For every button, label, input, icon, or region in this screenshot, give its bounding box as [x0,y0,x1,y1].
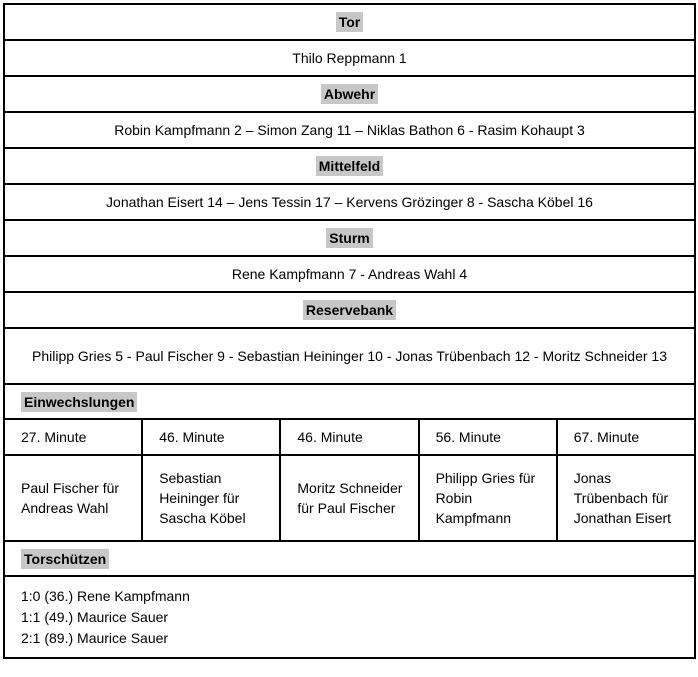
substitution-detail: Sebastian Heininger für Sascha Köbel [142,455,280,541]
sturm-heading-row [4,220,695,256]
goal-line: 1:1 (49.) Maurice Sauer [21,608,169,625]
substitution-detail: Moritz Schneider für Paul Fischer [280,455,418,541]
tor-heading-row [4,4,695,40]
substitution-detail: Philipp Gries für Robin Kampfmann [419,455,557,541]
mittelfeld-players: Jonathan Eisert 14 – Jens Tessin 17 – Kervens Grözinger 8 - Sascha Köbel 16 [4,184,695,220]
sturm-heading-cell [4,220,695,256]
substitution-minute: 67. Minute [557,419,695,455]
mittelfeld-heading-row [4,148,695,184]
substitution-minutes-row [4,419,695,455]
sturm-players: Rene Kampfmann 7 - Andreas Wahl 4 [4,256,695,292]
substitution-minute: 46. Minute [142,419,280,455]
mittelfeld-heading: Mittelfeld [316,156,383,176]
reservebank-players: Philipp Gries 5 - Paul Fischer 9 - Sebastian Heininger 10 - Jonas Trübenbach 12 - Moritz Schneider 13 [4,328,695,384]
tor-players-row [4,40,695,76]
substitution-minute: 56. Minute [419,419,557,455]
lineup-table [3,3,696,659]
einwechslungen-heading: Einwechslungen [21,392,137,412]
reservebank-players-row [4,328,695,384]
substitution-detail: Paul Fischer für Andreas Wahl [4,455,142,541]
substitution-minute: 46. Minute [280,419,418,455]
abwehr-heading: Abwehr [321,84,378,104]
sturm-heading: Sturm [326,228,372,248]
torschuetzen-list-row [4,576,695,658]
abwehr-players-row [4,112,695,148]
tor-heading: Tor [336,12,364,32]
substitution-detail: Jonas Trübenbach für Jonathan Eisert [557,455,695,541]
mittelfeld-players-row [4,184,695,220]
reservebank-heading: Reservebank [303,300,396,320]
einwechslungen-heading-row [4,384,695,419]
mittelfeld-heading-cell [4,148,695,184]
tor-heading-cell [4,4,695,40]
abwehr-players: Robin Kampfmann 2 – Simon Zang 11 – Niklas Bathon 6 - Rasim Kohaupt 3 [4,112,695,148]
abwehr-heading-cell [4,76,695,112]
torschuetzen-heading-cell [4,541,695,576]
substitution-details-row [4,455,695,541]
einwechslungen-heading-cell [4,384,695,419]
reservebank-heading-cell [4,292,695,328]
torschuetzen-heading-row [4,541,695,576]
sturm-players-row [4,256,695,292]
reservebank-heading-row [4,292,695,328]
goal-line: 1:0 (36.) Rene Kampfmann [21,587,190,604]
substitution-minute: 27. Minute [4,419,142,455]
goal-line: 2:1 (89.) Maurice Sauer [21,629,169,646]
torschuetzen-list [4,576,695,658]
torschuetzen-heading: Torschützen [21,549,109,569]
abwehr-heading-row [4,76,695,112]
tor-players: Thilo Reppmann 1 [4,40,695,76]
